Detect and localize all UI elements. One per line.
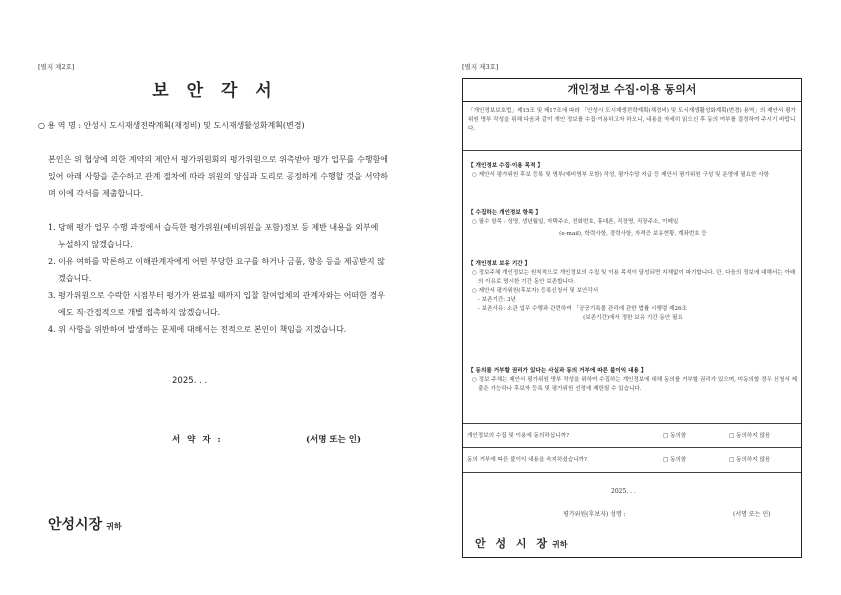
consent-date: 2025. . . <box>611 488 636 495</box>
disagree-checkbox[interactable]: □ 동의하지 않음 <box>729 457 771 463</box>
pledge-item: 4. 위 사항을 위반하여 발생하는 문제에 대해서는 전적으로 본인이 책임을 지겠습니다. <box>48 325 347 334</box>
question-text: 동의 거부에 따른 불이익 내용을 숙지하셨습니까? <box>467 457 587 463</box>
consent-intro: 「개인정보보호법」제15조 및 제17조에 따라 「안성시 도시재생전략계획(재정비) 및 도시재생활성화계획(변경) 용역」의 제안서 평가 위원 명부 작성을 위해 다음과 같이 개인 정보를 수집·이용하고자 하오니, 내용을 자세히 읽으신 후 동의 여부를 결정하여 주시기 바랍니다. <box>468 108 796 132</box>
pledge-item: 2. 이유 여하를 막론하고 이해관계자에게 어떤 부당한 요구를 하거나 금품, 향응 등을 제공받지 않겠습니다. <box>48 257 385 283</box>
signature-label: (서명 또는 인) <box>306 435 362 445</box>
disagree-checkbox[interactable]: □ 동의하지 않음 <box>729 433 771 439</box>
addressee-suffix: 귀하 <box>106 522 122 531</box>
addressee <box>475 535 567 551</box>
items-heading: 【 수집하는 개인정보 항목 】 <box>468 210 542 216</box>
addressee-suffix: 귀하 <box>552 540 568 549</box>
period-text: - 보존기간: 3년 <box>478 297 516 303</box>
pledge-item: 1. 당해 평가 업무 수행 과정에서 습득한 평가위원(예비위원을 포함)정보 등 제반 내용을 외부에 누설하지 않겠습니다. <box>48 223 379 249</box>
divider <box>463 447 801 448</box>
period-section <box>468 260 798 323</box>
items-text-2: (e-mail), 학력사항, 경력사항, 자격증 보유현황, 계좌번호 등 <box>559 231 707 237</box>
question-text: 개인정보의 수집 및 이용에 동의하십니까? <box>467 433 569 439</box>
period-heading: 【 개인정보 보유 기간 】 <box>468 261 531 267</box>
service-name: ○ 용 역 명 : 안성시 도시재생전략계획(재정비) 및 도시재생활성화계획(변경) <box>38 121 305 130</box>
period-text: (보존기간)에서 정한 보유 기간 동안 필요 <box>583 315 683 321</box>
signature-label: (서명 또는 인) <box>733 511 771 518</box>
form-number: [별지 제2호] <box>38 63 75 71</box>
divider <box>463 472 801 473</box>
addressee-name: 안성시장 <box>48 517 103 533</box>
candidate-label: 평가위원(후보자) 성명 : <box>563 511 626 518</box>
consent-title: 개인정보 수집·이용 동의서 <box>463 79 801 102</box>
purpose-text: ○ 제안서 평가위원 후보 등록 및 명부(예비명부 포함) 작성, 평가수당 지급 등 제안서 평가위원 구성 및 운영에 필요한 사항 <box>472 172 769 178</box>
pledge-date: 2025. . . <box>172 376 208 386</box>
items-text: ○ 필수 항목 : 성명, 생년월일, 자택주소, 전화번호, 휴대폰, 직장명, 직장주소, 이메일 <box>472 219 679 225</box>
agree-checkbox[interactable]: □ 동의함 <box>663 433 687 439</box>
purpose-section <box>468 162 798 180</box>
pledge-item: 3. 평가위원으로 수락한 시점부터 평가가 완료될 때까지 입찰 참여업체의 관계자와는 어떠한 경우에도 직·간접적으로 개별 접촉하지 않겠습니다. <box>48 291 385 317</box>
items-section <box>468 209 798 239</box>
signer-label: 서 약 자 : <box>172 435 223 445</box>
refuse-heading: 【 동의를 거부할 권리가 있다는 사실과 동의 거부에 따른 불이익 내용 】 <box>468 368 647 374</box>
pledge-list <box>48 219 388 338</box>
purpose-heading: 【 개인정보 수집·이용 목적 】 <box>468 163 543 169</box>
period-text: ○ 정보주체 개인정보는 원칙적으로 개인정보의 수집 및 이용 목적이 달성되면 지체없이 파기합니다. 단, 다음의 정보에 대해서는 아래의 이유로 명시한 기간 동안 보존합니다. <box>472 270 796 285</box>
divider <box>463 150 801 151</box>
refuse-section <box>468 367 798 394</box>
consent-form-box <box>462 78 802 558</box>
page-title: 보 안 각 서 <box>152 81 278 101</box>
pledge-intro: 본인은 위 협상에 의한 계약의 제안서 평가위원회의 평가위원으로 위촉받아 평가 업무를 수행함에 있어 아래 사항을 준수하고 관계 절차에 따라 위원의 양심과 도리로 공정하게 수행할 것을 서약하며 이에 각서를 제출합니다. <box>48 155 388 198</box>
refuse-text: ○ 정보 주체는 제안서 평가위원 명부 작성을 위하여 수집하는 개인정보에 대해 동의를 거부할 권리가 있으며, 미동의할 경우 신청서 제출은 가능하나 후보자 등록 및 평가위원 선정에 제한될 수 있습니다. <box>472 377 798 392</box>
divider <box>463 423 801 424</box>
period-text: - 보존사유: 소관 업무 수행과 관련하여 「공공기록물 관리에 관한 법률 시행령 제26조 <box>478 306 687 312</box>
addressee-name: 안 성 시 장 <box>475 537 550 550</box>
period-text: ○ 제안서 평가위원(후보자) 등록신청서 및 보안각서 <box>472 288 599 294</box>
form-number-right: [별지 제3호] <box>462 63 499 71</box>
agree-checkbox[interactable]: □ 동의함 <box>663 457 687 463</box>
addressee <box>48 514 122 534</box>
